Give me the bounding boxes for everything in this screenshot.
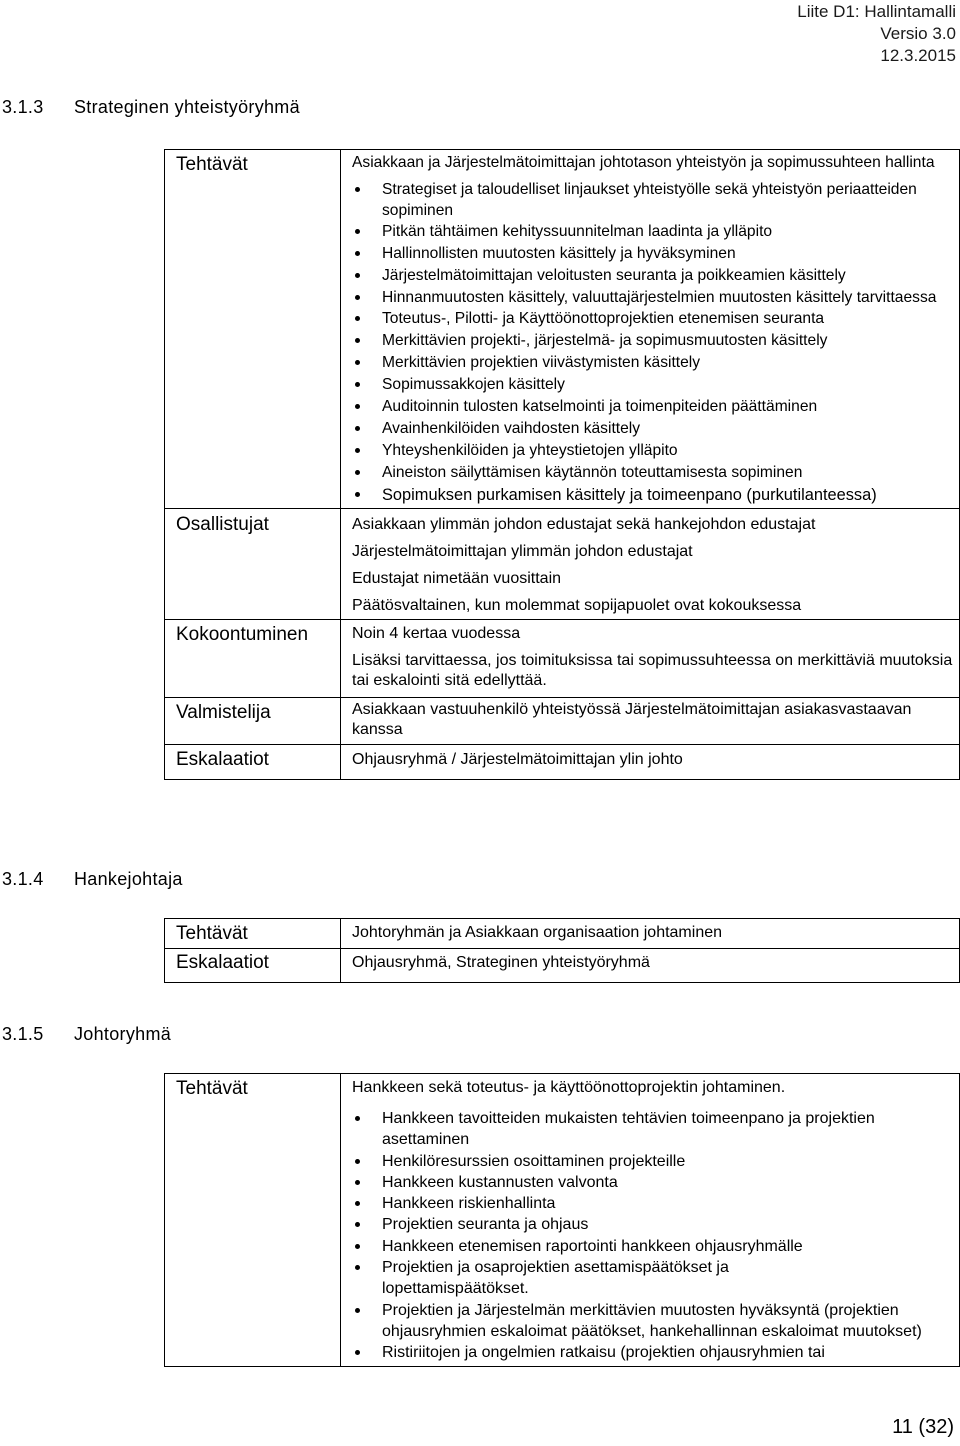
content-line: Järjestelmätoimittajan ylimmän johdon edustajat (352, 543, 693, 560)
section-number: 3.1.4 (2, 869, 44, 889)
row-content (341, 620, 960, 698)
page-number: 11 (32) (892, 1416, 954, 1438)
list-item: Projektien ja osaprojektien asettamispäätökset ja lopettamispäätökset. (352, 1257, 959, 1300)
content-line: Asiakkaan ylimmän johdon edustajat sekä hankejohdon edustajat (352, 516, 816, 533)
list-item: Hallinnollisten muutosten käsittely ja hyväksyminen (352, 243, 959, 265)
table-row (165, 150, 960, 509)
row-label: Valmistelija (165, 698, 341, 745)
row-label: Osallistujat (165, 509, 341, 620)
row-content (341, 698, 960, 745)
document-date: 12.3.2015 (880, 46, 956, 65)
row-content (341, 949, 960, 983)
list-item: Merkittävien projektien viivästymisten käsittely (352, 352, 959, 374)
list-item: Aineiston säilyttämisen käytännön toteuttamisesta sopiminen (352, 462, 959, 484)
role-table (164, 149, 960, 780)
section-number: 3.1.3 (2, 97, 44, 117)
row-label: Tehtävät (165, 150, 341, 509)
list-item: Strategiset ja taloudelliset linjaukset yhteistyölle sekä yhteistyön periaatteiden sopiminen (352, 179, 959, 221)
content-line: Asiakkaan vastuuhenkilö yhteistyössä Järjestelmätoimittajan asiakasvastaavan kanssa (352, 701, 912, 738)
list-item: Hinnanmuutosten käsittely, valuuttajärjestelmien muutosten käsittely tarvittaessa (352, 287, 959, 308)
table-row (165, 698, 960, 745)
table-row (165, 509, 960, 620)
row-content (341, 745, 960, 780)
row-label: Tehtävät (165, 1074, 341, 1367)
list-item: Hankkeen etenemisen raportointi hankkeen ohjausryhmälle (352, 1236, 959, 1257)
row-intro: Asiakkaan ja Järjestelmätoimittajan johtotason yhteistyön ja sopimussuhteen hallinta (352, 154, 935, 171)
row-content (341, 1074, 960, 1367)
section-number: 3.1.5 (2, 1024, 44, 1044)
section-heading (2, 1024, 171, 1045)
content-line: Ohjausryhmä, Strateginen yhteistyöryhmä (352, 954, 650, 971)
list-item: Avainhenkilöiden vaihdosten käsittely (352, 418, 959, 440)
content-line: Ohjausryhmä / Järjestelmätoimittajan ylin johto (352, 751, 683, 768)
list-item: Sopimuksen purkamisen käsittely ja toimeenpano (purkutilanteessa) (352, 484, 959, 506)
list-item: Yhteyshenkilöiden ja yhteystietojen ylläpito (352, 440, 959, 462)
list-item: Pitkän tähtäimen kehityssuunnitelman laadinta ja ylläpito (352, 221, 959, 243)
table-row (165, 745, 960, 780)
role-table (164, 918, 960, 983)
list-item: Ristiriitojen ja ongelmien ratkaisu (projektien ohjausryhmien tai (352, 1342, 959, 1363)
section-title: Johtoryhmä (74, 1024, 172, 1044)
document-title: Liite D1: Hallintamalli (797, 2, 956, 21)
list-item: Hankkeen kustannusten valvonta (352, 1172, 959, 1193)
content-line: Johtoryhmän ja Asiakkaan organisaation johtaminen (352, 924, 723, 941)
content-line: Lisäksi tarvittaessa, jos toimituksissa tai sopimussuhteessa on merkittäviä muutoksia tai eskalointi sitä edellyttää. (352, 652, 953, 689)
list-item: Projektien seuranta ja ohjaus (352, 1214, 959, 1235)
list-item: Merkittävien projekti-, järjestelmä- ja sopimusmuutosten käsittely (352, 330, 959, 352)
content-line: Päätösvaltainen, kun molemmat sopijapuolet ovat kokouksessa (352, 597, 802, 614)
row-content (341, 509, 960, 620)
row-label: Kokoontuminen (165, 620, 341, 698)
list-item: Hankkeen riskienhallinta (352, 1193, 959, 1214)
row-label: Tehtävät (165, 919, 341, 949)
row-content (341, 150, 960, 509)
content-line: Edustajat nimetään vuosittain (352, 570, 562, 587)
row-label: Eskalaatiot (165, 949, 341, 983)
role-table (164, 1073, 960, 1367)
row-label: Eskalaatiot (165, 745, 341, 780)
table-row (165, 919, 960, 949)
table-row (165, 949, 960, 983)
section-heading (2, 97, 300, 118)
list-item: Projektien ja Järjestelmän merkittävien muutosten hyväksyntä (projektien ohjausryhmien eskaloimat päätökset, hankehallinnan eskaloimat muutokset) (352, 1300, 959, 1343)
list-item: Järjestelmätoimittajan veloitusten seuranta ja poikkeamien käsittely (352, 265, 959, 287)
document-version: Versio 3.0 (880, 24, 956, 43)
document-header (797, 1, 956, 67)
section-heading (2, 869, 183, 890)
list-item: Hankkeen tavoitteiden mukaisten tehtävien toimeenpano ja projektien asettaminen (352, 1108, 959, 1151)
table-row (165, 1074, 960, 1367)
task-list (352, 179, 959, 506)
section-title: Hankejohtaja (74, 869, 183, 889)
table-row (165, 620, 960, 698)
list-item: Toteutus-, Pilotti- ja Käyttöönottoprojektien etenemisen seuranta (352, 308, 959, 330)
row-intro: Hankkeen sekä toteutus- ja käyttöönottoprojektin johtaminen. (352, 1079, 786, 1096)
list-item: Sopimussakkojen käsittely (352, 374, 959, 396)
row-content (341, 919, 960, 949)
list-item: Auditoinnin tulosten katselmointi ja toimenpiteiden päättäminen (352, 396, 959, 418)
content-line: Noin 4 kertaa vuodessa (352, 625, 521, 642)
section-title: Strateginen yhteistyöryhmä (74, 97, 300, 117)
list-item: Henkilöresurssien osoittaminen projekteille (352, 1151, 959, 1172)
task-list (352, 1108, 959, 1364)
